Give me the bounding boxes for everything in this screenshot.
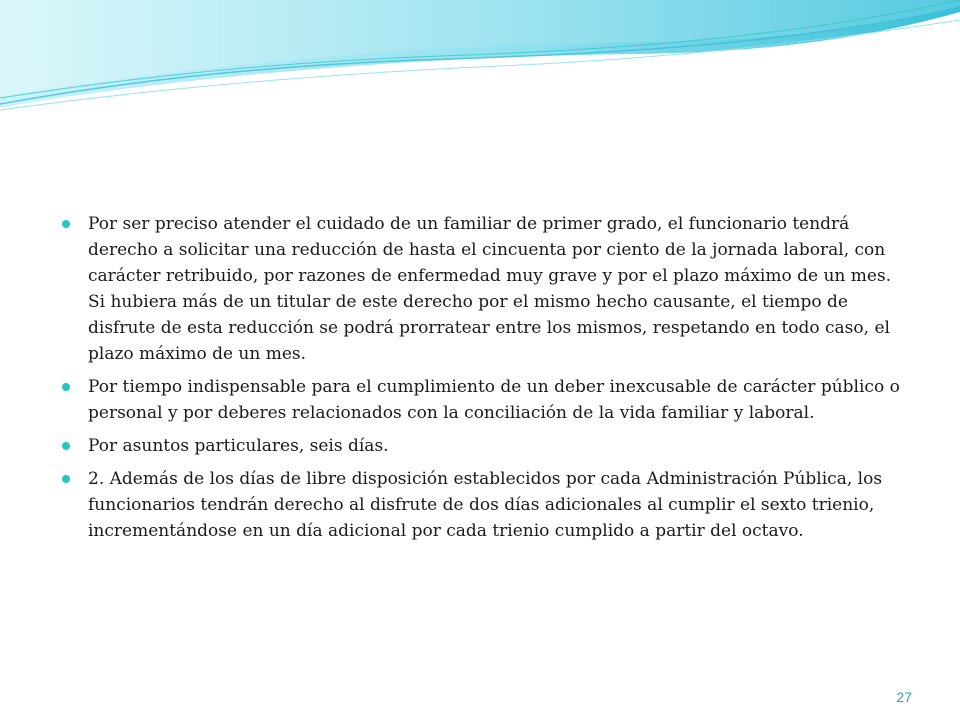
bullet-list [60,211,910,551]
bullet-dot-icon [62,220,70,228]
bullet-item [60,433,910,459]
bullet-text: 2. Además de los días de libre disposición establecidos por cada Administración Pública, los funcionarios tendrán derecho al disfrute de dos días adicionales al cumplir el sexto trienio, incrementándose en un día adicional por cada trienio cumplido a partir del octavo. [88,469,883,541]
bullet-text: Por tiempo indispensable para el cumplimiento de un deber inexcusable de carácter público o personal y por deberes relacionados con la conciliación de la vida familiar y laboral. [88,377,900,423]
bullet-text: Por asuntos particulares, seis días. [88,436,389,456]
decorative-wave-header [0,0,960,120]
bullet-item [60,211,910,367]
bullet-dot-icon [62,475,70,483]
bullet-item [60,466,910,544]
bullet-dot-icon [62,442,70,450]
page-number: 27 [896,689,912,705]
bullet-dot-icon [62,383,70,391]
bullet-text: Por ser preciso atender el cuidado de un familiar de primer grado, el funcionario tendrá derecho a solicitar una reducción de hasta el cincuenta por ciento de la jornada laboral, con carácter retribuido, por razones de enfermedad muy grave y por el plazo máximo de un mes. Si hubiera más de un titular de este derecho por el mismo hecho causante, el tiempo de disfrute de esta reducción se podrá prorratear entre los mismos, respetando en todo caso, el plazo máximo de un mes. [88,214,892,364]
bullet-item [60,374,910,426]
